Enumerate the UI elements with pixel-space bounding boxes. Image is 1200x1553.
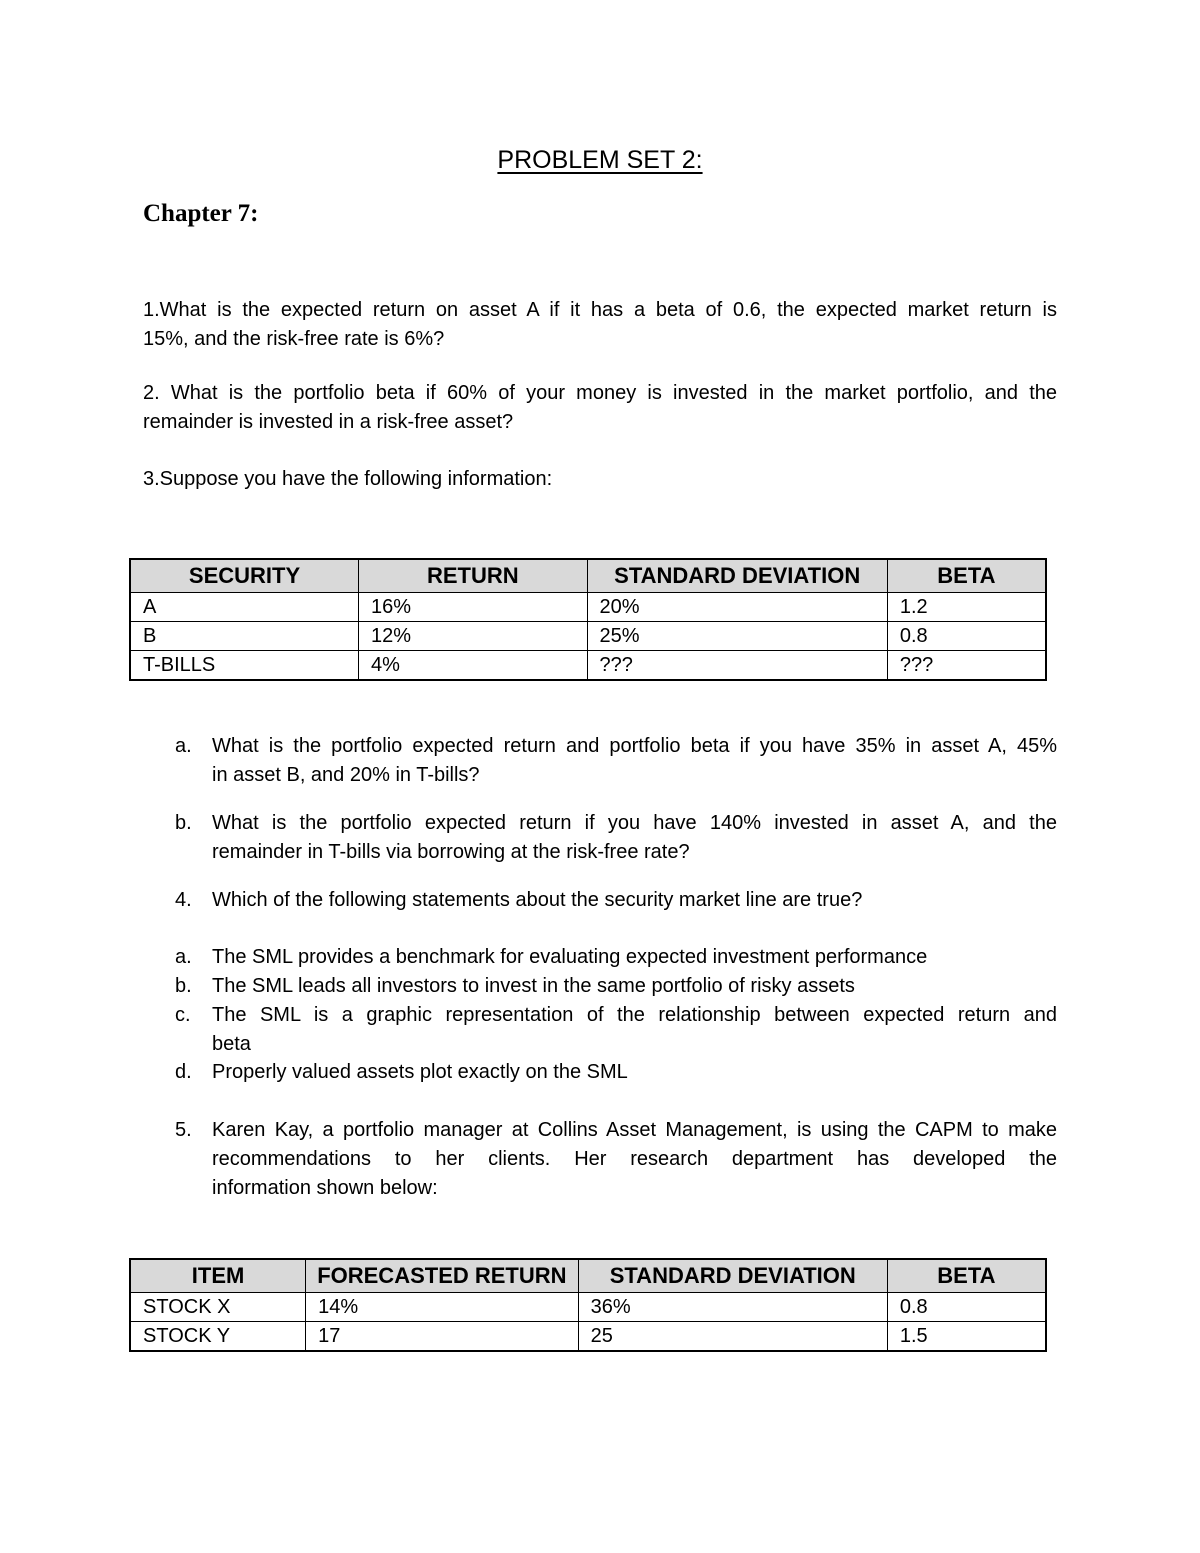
list-marker: 5.	[175, 1119, 192, 1141]
table-cell: 17	[306, 1322, 579, 1352]
question-3-text: 3.Suppose you have the following information:	[143, 468, 553, 490]
question-1-line-1: 1.What is the expected return on asset A if it has a beta of 0.6, the expected market return is	[143, 299, 1057, 321]
column-header: STANDARD DEVIATION	[578, 1259, 887, 1293]
column-header: ITEM	[130, 1259, 306, 1293]
page-title: PROBLEM SET 2:	[497, 146, 703, 174]
chapter-heading: Chapter 7:	[143, 200, 259, 227]
question-5	[175, 1116, 1057, 1203]
question-1	[143, 296, 1057, 354]
question-4-option-d	[175, 1058, 1057, 1087]
table-row	[130, 651, 1046, 681]
question-4-text: Which of the following statements about the security market line are true?	[212, 889, 863, 911]
table-cell: 36%	[578, 1293, 887, 1322]
list-marker: b.	[175, 975, 192, 997]
list-marker: a.	[175, 946, 192, 968]
table-cell: B	[130, 622, 359, 651]
table-row	[130, 593, 1046, 622]
question-4	[175, 886, 1057, 915]
table-cell: ???	[587, 651, 887, 681]
table-cell: A	[130, 593, 359, 622]
column-header: BETA	[887, 559, 1046, 593]
table-cell: 0.8	[887, 622, 1046, 651]
list-item-line: The SML leads all investors to invest in the same portfolio of risky assets	[212, 975, 855, 997]
table-cell: ???	[887, 651, 1046, 681]
table-cell: 25	[578, 1322, 887, 1352]
question-3	[143, 465, 1057, 494]
table-cell: 4%	[359, 651, 587, 681]
table-cell: 1.2	[887, 593, 1046, 622]
list-item-line: What is the portfolio expected return and portfolio beta if you have 35% in asset A, 45%	[212, 735, 1057, 757]
table-row	[130, 622, 1046, 651]
column-header: RETURN	[359, 559, 587, 593]
question-4-option-a	[175, 943, 1057, 972]
column-header: BETA	[887, 1259, 1046, 1293]
list-item-line: Karen Kay, a portfolio manager at Collins Asset Management, is using the CAPM to make	[212, 1119, 1057, 1141]
table-cell: STOCK Y	[130, 1322, 306, 1352]
table-cell: 25%	[587, 622, 887, 651]
question-1-line-2: 15%, and the risk-free rate is 6%?	[143, 328, 445, 350]
list-item-line: Properly valued assets plot exactly on the SML	[212, 1061, 628, 1083]
table-header-row	[130, 559, 1046, 593]
table-cell: 0.8	[887, 1293, 1046, 1322]
stock-table	[129, 1258, 1047, 1352]
question-3-part-a	[175, 732, 1057, 790]
table-cell: 16%	[359, 593, 587, 622]
table-cell: 14%	[306, 1293, 579, 1322]
question-2-line-2: remainder is invested in a risk-free asset?	[143, 411, 514, 433]
column-header: FORECASTED RETURN	[306, 1259, 579, 1293]
table-row	[130, 1293, 1046, 1322]
list-item-line: The SML is a graphic representation of the relationship between expected return and	[212, 1004, 1057, 1026]
list-item-line: What is the portfolio expected return if you have 140% invested in asset A, and the	[212, 812, 1057, 834]
list-marker: b.	[175, 812, 192, 834]
table-cell: T-BILLS	[130, 651, 359, 681]
question-4-option-b	[175, 972, 1057, 1001]
question-4-option-c	[175, 1001, 1057, 1059]
table-cell: 1.5	[887, 1322, 1046, 1352]
column-header: STANDARD DEVIATION	[587, 559, 887, 593]
list-marker: c.	[175, 1004, 191, 1026]
question-2-line-1: 2. What is the portfolio beta if 60% of your money is invested in the market portfolio, and the	[143, 382, 1057, 404]
list-item-line: beta	[212, 1033, 251, 1055]
list-item-line: recommendations to her clients. Her research department has developed the	[212, 1148, 1057, 1170]
list-item-line: in asset B, and 20% in T-bills?	[212, 764, 480, 786]
list-marker: d.	[175, 1061, 192, 1083]
table-row	[130, 1322, 1046, 1352]
table-cell: 12%	[359, 622, 587, 651]
column-header: SECURITY	[130, 559, 359, 593]
list-marker: a.	[175, 735, 192, 757]
security-table	[129, 558, 1047, 681]
question-3-part-b	[175, 809, 1057, 867]
list-marker: 4.	[175, 889, 192, 911]
question-2	[143, 379, 1057, 437]
list-item-line: The SML provides a benchmark for evaluating expected investment performance	[212, 946, 928, 968]
list-item-line: remainder in T-bills via borrowing at the risk-free rate?	[212, 841, 690, 863]
table-cell: STOCK X	[130, 1293, 306, 1322]
list-item-line: information shown below:	[212, 1177, 438, 1199]
table-header-row	[130, 1259, 1046, 1293]
table-cell: 20%	[587, 593, 887, 622]
